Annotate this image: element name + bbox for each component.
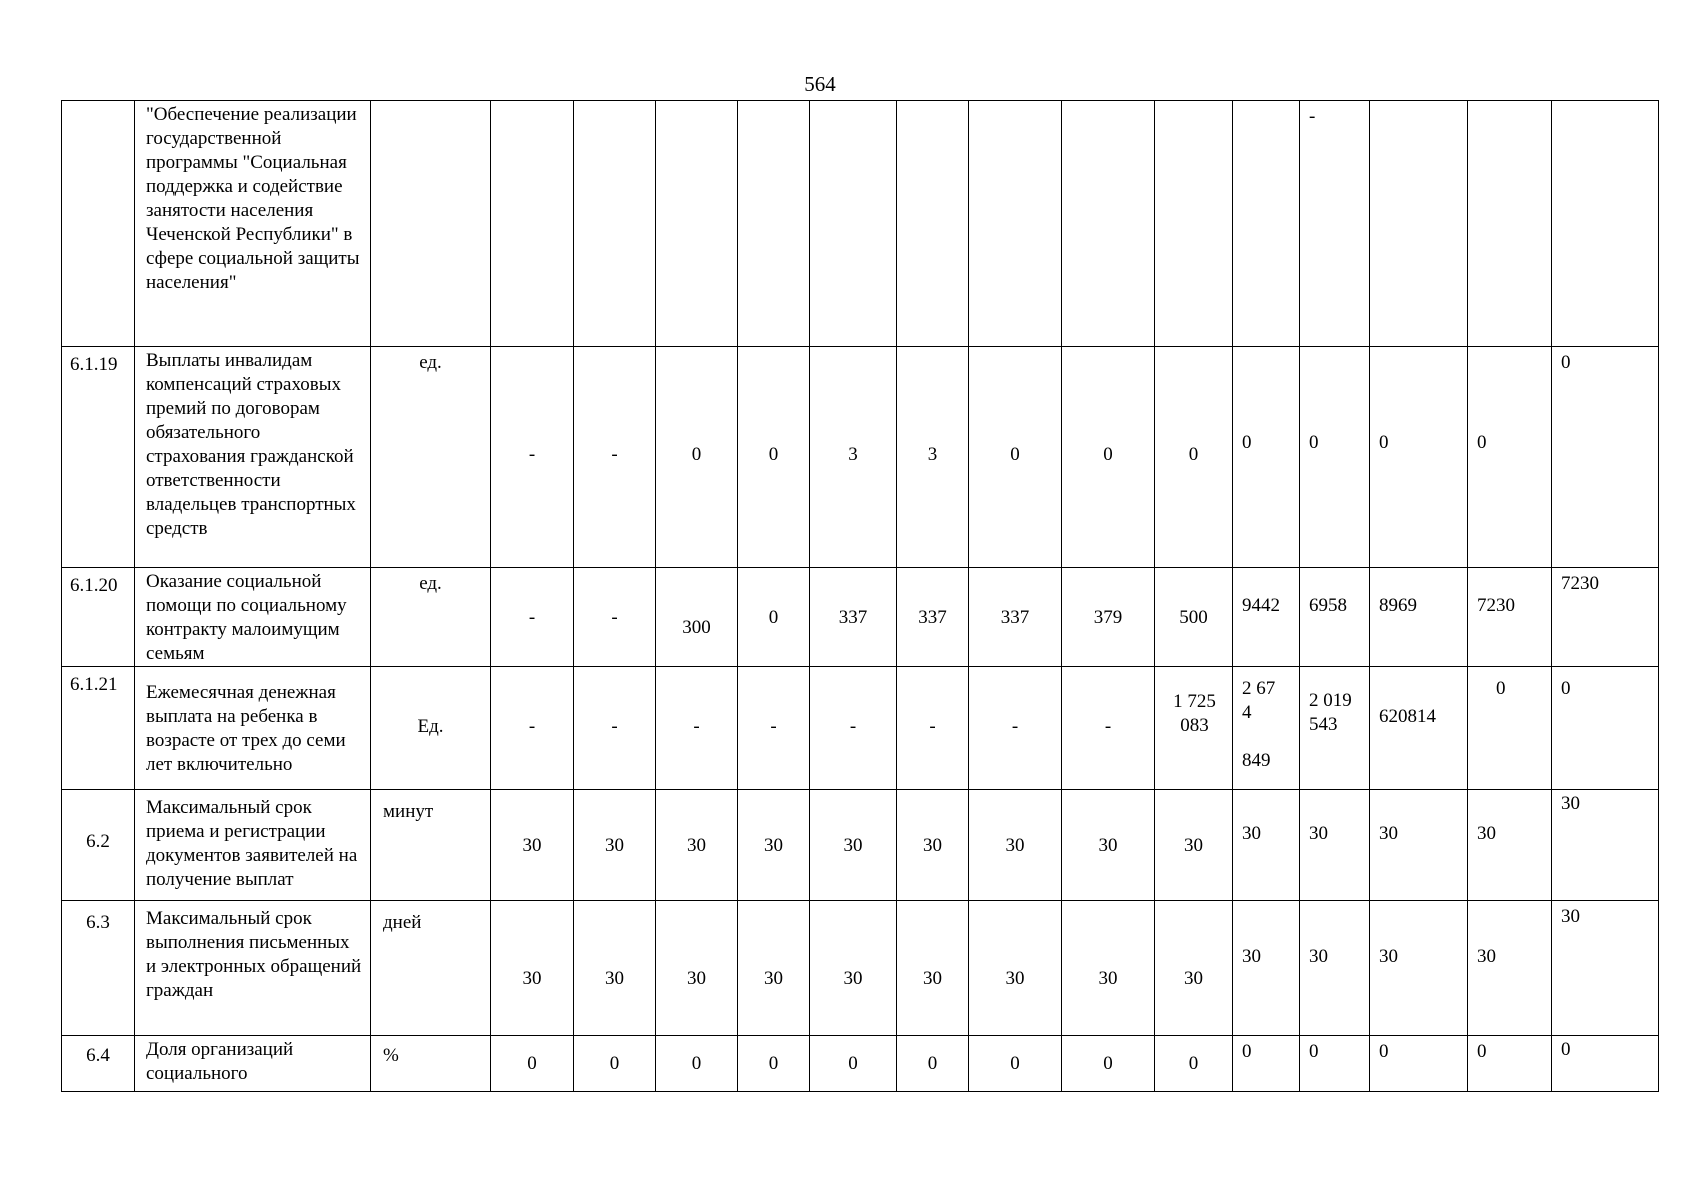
value-cell [897, 901, 969, 1036]
value-cell [574, 667, 656, 790]
value: - [1309, 106, 1316, 127]
value-cell [1468, 1036, 1552, 1092]
row-number: 6.1.19 [70, 354, 118, 375]
value: 0 [527, 1053, 537, 1074]
value-cell [491, 667, 574, 790]
value-cell [1300, 568, 1370, 667]
table-row [62, 568, 1659, 667]
value-cell [574, 901, 656, 1036]
value: - [1011, 716, 1019, 737]
value: 0 [768, 1053, 779, 1074]
value: 0 [1103, 1053, 1113, 1074]
value-cell [491, 101, 574, 347]
value-cell [738, 667, 810, 790]
value: 30 [1477, 823, 1496, 844]
value: 30 [1098, 835, 1118, 856]
value: 0 [1561, 352, 1571, 373]
value-cell [1468, 568, 1552, 667]
value-cell [1370, 667, 1468, 790]
value: 0 [848, 1053, 858, 1074]
unit: ед. [419, 573, 442, 594]
value-cell [1370, 790, 1468, 901]
value-cell [1155, 790, 1233, 901]
value-cell [738, 901, 810, 1036]
value: 0 [609, 1053, 620, 1074]
value-cell [738, 101, 810, 347]
value: 337 [1000, 607, 1030, 628]
value-cell [1233, 667, 1300, 790]
unit: минут [383, 801, 434, 822]
value: 3 [927, 444, 938, 465]
value-cell [656, 347, 738, 568]
value-cell [1062, 347, 1155, 568]
value: 2 019 543 [1309, 690, 1352, 735]
row-number: 6.2 [86, 831, 110, 852]
value-cell [1552, 1036, 1659, 1092]
value: 30 [1005, 835, 1025, 856]
value: - [611, 607, 618, 628]
value: 30 [1184, 968, 1203, 989]
indicator-description-cell [135, 667, 371, 790]
value-cell [1370, 901, 1468, 1036]
value: 30 [1561, 793, 1580, 814]
value: 0 [1188, 444, 1199, 465]
table-row [62, 790, 1659, 901]
indicator-description-cell [135, 790, 371, 901]
value: 0 [1309, 432, 1319, 453]
indicator-description: Максимальный срок выполнения письменных и электронных обращений граждан [146, 908, 362, 1001]
indicator-description-cell [135, 1036, 371, 1092]
value: 30 [605, 968, 624, 989]
value: 30 [1379, 823, 1398, 844]
value-cell [491, 790, 574, 901]
value: 30 [1561, 906, 1580, 927]
value-cell [810, 101, 897, 347]
value-cell [810, 1036, 897, 1092]
value: - [770, 716, 777, 737]
value: 3 [848, 444, 858, 465]
value: - [611, 716, 618, 737]
value-cell [810, 667, 897, 790]
value-cell [491, 901, 574, 1036]
value: 30 [1309, 823, 1328, 844]
value: 337 [838, 607, 868, 628]
value: 620814 [1379, 706, 1436, 727]
indicators-table [61, 100, 1659, 1092]
indicator-description: Оказание социальной помощи по социальному контракту малоимущим семьям [146, 571, 347, 664]
value: 30 [764, 835, 783, 856]
value-cell [656, 667, 738, 790]
value-cell [969, 568, 1062, 667]
value-cell [738, 347, 810, 568]
value: 9442 [1242, 595, 1280, 616]
value-cell [1552, 667, 1659, 790]
value: 30 [522, 968, 542, 989]
value: 6958 [1309, 595, 1347, 616]
value: 379 [1093, 607, 1123, 628]
value: 0 [1010, 1053, 1020, 1074]
value-cell [1370, 347, 1468, 568]
indicator-description-cell [135, 101, 371, 347]
value-cell [574, 101, 656, 347]
table-row [62, 347, 1659, 568]
value-cell [1552, 568, 1659, 667]
table-row [62, 1036, 1659, 1092]
unit-cell [371, 1036, 491, 1092]
value: 8969 [1379, 595, 1417, 616]
value-cell [656, 568, 738, 667]
value-cell [656, 101, 738, 347]
value-cell [1300, 101, 1370, 347]
row-number: 6.1.21 [70, 674, 118, 695]
value-cell [1155, 101, 1233, 347]
value: 0 [768, 607, 779, 628]
value-cell [574, 347, 656, 568]
value-cell [1062, 101, 1155, 347]
value-cell [1468, 347, 1552, 568]
value-cell [1468, 667, 1552, 790]
value-cell [897, 1036, 969, 1092]
unit: ед. [419, 352, 442, 373]
value-cell [897, 347, 969, 568]
value-cell [897, 667, 969, 790]
value-cell [1552, 347, 1659, 568]
value: 30 [1309, 946, 1328, 967]
unit: Ед. [417, 716, 444, 737]
value: - [611, 444, 618, 465]
unit: % [383, 1045, 399, 1066]
indicator-description-cell [135, 901, 371, 1036]
value-cell [1370, 568, 1468, 667]
value-cell [1155, 901, 1233, 1036]
value: 0 [1103, 444, 1113, 465]
value: - [849, 716, 857, 737]
value: 30 [1477, 946, 1496, 967]
table-row [62, 667, 1659, 790]
value-cell [1233, 568, 1300, 667]
value-cell [1300, 790, 1370, 901]
value: 0 [1242, 1041, 1252, 1062]
value-cell [656, 1036, 738, 1092]
value-cell [969, 901, 1062, 1036]
row-number-cell [62, 1036, 135, 1092]
value: 500 [1179, 607, 1208, 628]
value-cell [1233, 901, 1300, 1036]
value-cell [969, 790, 1062, 901]
row-number: 6.4 [86, 1045, 110, 1066]
value-cell [574, 790, 656, 901]
value: 30 [843, 835, 863, 856]
value-cell [810, 568, 897, 667]
value-cell [1062, 568, 1155, 667]
value-cell [1155, 347, 1233, 568]
page-number: 564 [804, 72, 836, 96]
row-number-cell [62, 667, 135, 790]
unit-cell [371, 347, 491, 568]
value-cell [1552, 790, 1659, 901]
row-number-cell [62, 790, 135, 901]
value-cell [491, 347, 574, 568]
value-cell [1300, 1036, 1370, 1092]
value-cell [738, 790, 810, 901]
unit-cell [371, 901, 491, 1036]
value-cell [656, 790, 738, 901]
indicator-description: Выплаты инвалидам компенсаций страховых премий по договорам обязательного страхования гражданской ответственности владельцев транспортных средств [146, 350, 356, 539]
value-cell [491, 1036, 574, 1092]
value-cell [1468, 901, 1552, 1036]
value-cell [1300, 347, 1370, 568]
value: 337 [918, 607, 947, 628]
value: 0 [1477, 432, 1487, 453]
value: 0 [1561, 678, 1571, 699]
indicator-description: Доля организаций социального [146, 1039, 294, 1084]
value-cell [1370, 1036, 1468, 1092]
value: 0 [1379, 1041, 1389, 1062]
value-cell [969, 667, 1062, 790]
value: 0 [1309, 1041, 1319, 1062]
value-cell [810, 790, 897, 901]
value-cell [810, 901, 897, 1036]
value: 30 [522, 835, 542, 856]
value-cell [1468, 101, 1552, 347]
value: 0 [1379, 432, 1389, 453]
value-cell [1062, 901, 1155, 1036]
value: 30 [687, 968, 706, 989]
value: 30 [1242, 946, 1261, 967]
value: 1 725 083 [1173, 691, 1216, 736]
value-cell [1233, 101, 1300, 347]
value: 30 [843, 968, 863, 989]
value: 0 [1242, 432, 1252, 453]
value: 30 [1379, 946, 1398, 967]
value-cell [897, 790, 969, 901]
row-number-cell [62, 347, 135, 568]
row-number-cell [62, 568, 135, 667]
unit-cell [371, 101, 491, 347]
row-number: 6.3 [86, 912, 110, 933]
unit: дней [383, 912, 422, 933]
indicator-description: Ежемесячная денежная выплата на ребенка в возрасте от трех до семи лет включительно [146, 682, 346, 775]
value: 300 [682, 617, 711, 638]
value-cell [897, 568, 969, 667]
value: - [929, 716, 936, 737]
value-cell [969, 347, 1062, 568]
value-cell [1300, 901, 1370, 1036]
value: 30 [605, 835, 624, 856]
value: - [528, 716, 536, 737]
value: 0 [1496, 678, 1506, 699]
value: 30 [1098, 968, 1118, 989]
value: 30 [1005, 968, 1025, 989]
row-number-cell [62, 101, 135, 347]
value: - [528, 444, 536, 465]
value: 0 [691, 1053, 702, 1074]
value-cell [1062, 1036, 1155, 1092]
value: 0 [768, 444, 779, 465]
value-cell [1155, 667, 1233, 790]
indicator-description: Максимальный срок приема и регистрации документов заявителей на получение выплат [146, 797, 358, 890]
value: 0 [927, 1053, 938, 1074]
value-cell [1233, 790, 1300, 901]
value: 7230 [1561, 573, 1599, 594]
unit-cell [371, 568, 491, 667]
value-cell [1300, 667, 1370, 790]
row-number-cell [62, 901, 135, 1036]
value-cell [1233, 1036, 1300, 1092]
value-cell [1552, 901, 1659, 1036]
value: 0 [691, 444, 702, 465]
value-cell [810, 347, 897, 568]
value: 30 [687, 835, 706, 856]
value-cell [1062, 667, 1155, 790]
value: - [1104, 716, 1112, 737]
value-cell [574, 568, 656, 667]
value-cell [1155, 568, 1233, 667]
value-cell [1155, 1036, 1233, 1092]
indicator-description-cell [135, 568, 371, 667]
value: 30 [923, 968, 942, 989]
indicator-description-cell [135, 347, 371, 568]
value-cell [969, 101, 1062, 347]
value-cell [1062, 790, 1155, 901]
value: - [528, 607, 536, 628]
value-cell [1233, 347, 1300, 568]
value-cell [1370, 101, 1468, 347]
unit-cell [371, 667, 491, 790]
value: - [693, 716, 700, 737]
value-cell [656, 901, 738, 1036]
value: 0 [1477, 1041, 1487, 1062]
value: 0 [1188, 1053, 1199, 1074]
value: 2 67 4 849 [1242, 678, 1276, 771]
value-cell [1552, 101, 1659, 347]
value-cell [574, 1036, 656, 1092]
value-cell [1468, 790, 1552, 901]
value: 0 [1561, 1039, 1571, 1060]
value: 30 [1242, 823, 1261, 844]
table-row [62, 101, 1659, 347]
value-cell [969, 1036, 1062, 1092]
value-cell [491, 568, 574, 667]
value: 30 [764, 968, 783, 989]
indicator-description: "Обеспечение реализации государственной программы "Социальная поддержка и содействие занятости населения Чеченской Республики" в сфере социальной защиты населения" [146, 104, 360, 293]
table-row [62, 901, 1659, 1036]
value-cell [738, 568, 810, 667]
value: 30 [923, 835, 942, 856]
value-cell [738, 1036, 810, 1092]
value: 0 [1010, 444, 1020, 465]
value: 30 [1184, 835, 1203, 856]
value-cell [897, 101, 969, 347]
unit-cell [371, 790, 491, 901]
row-number: 6.1.20 [70, 575, 118, 596]
value: 7230 [1477, 595, 1515, 616]
